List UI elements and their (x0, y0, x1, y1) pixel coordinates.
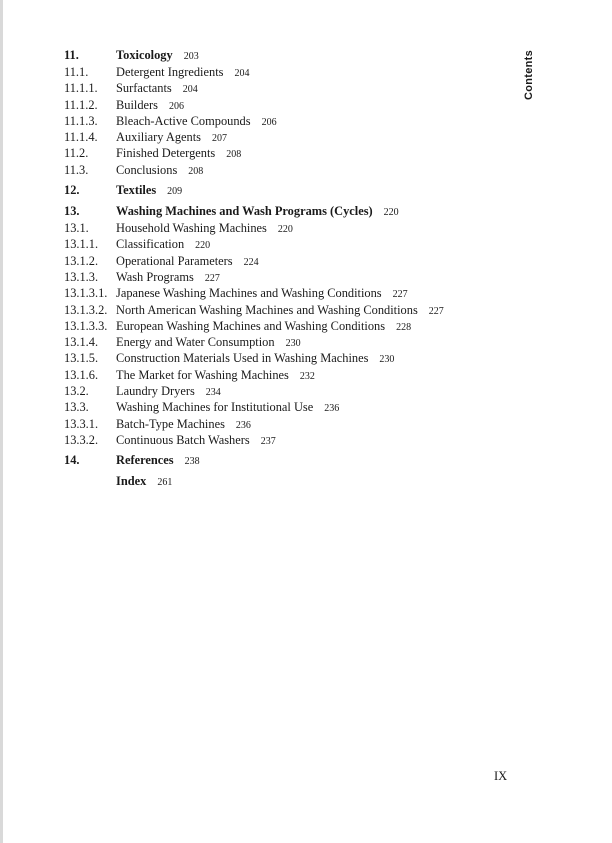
toc-entry-title: Textiles (116, 183, 157, 198)
toc-entry (64, 302, 544, 318)
toc-entry-number: 14. (64, 453, 80, 468)
toc-entry-page: 203 (183, 51, 199, 62)
toc-entry-title: Detergent Ingredients (116, 65, 224, 79)
toc-entry-page: 227 (204, 272, 220, 284)
toc-entry-page: 206 (169, 100, 184, 112)
toc-entry-title: Builders (116, 97, 158, 112)
toc-entry-page: 236 (235, 419, 251, 431)
toc-entry-number: 11.1.4. (64, 130, 98, 145)
toc-entry (64, 253, 544, 269)
toc-entry (64, 220, 544, 236)
toc-entry (64, 269, 544, 285)
toc-entry-title: Laundry Dryers (116, 384, 195, 399)
toc-entry-title: Batch-Type Machines (116, 416, 225, 431)
toc-entry-title: Index (116, 474, 147, 489)
toc-chapter-entry (64, 202, 544, 220)
toc-entry-title: Classification (116, 237, 185, 252)
page-edge-rule (0, 0, 3, 843)
toc-entry-title: Toxicology (116, 48, 173, 62)
toc-entry-page: 224 (243, 256, 259, 268)
toc-entry-page: 208 (226, 149, 242, 161)
toc-entry (64, 416, 544, 432)
toc-entry (64, 285, 544, 301)
toc-entry-number: 13.1.3.1. (64, 286, 108, 301)
toc-entry-number: 13.1. (64, 221, 89, 236)
toc-entry (64, 383, 544, 399)
toc-entry (64, 399, 544, 415)
toc-entry-page: 206 (261, 116, 277, 128)
toc-entry (64, 350, 544, 366)
toc-entry-number: 13.1.4. (64, 335, 99, 350)
toc-entry (64, 64, 544, 80)
toc-entry (64, 145, 544, 161)
toc-entry-title: Conclusions (116, 162, 178, 177)
toc-entry-page: 208 (188, 165, 204, 177)
toc-entry-number: 12. (64, 183, 80, 198)
toc-entry-number: 13. (64, 204, 80, 219)
toc-entry (64, 236, 544, 252)
toc-entry-title: Continuous Batch Washers (116, 432, 250, 447)
toc-entry-number: 13.1.3.2. (64, 302, 108, 317)
toc-entry (64, 334, 544, 350)
toc-entry-page: 207 (212, 133, 228, 145)
toc-entry-page: 230 (285, 338, 301, 350)
toc-entry-number: 13.3.1. (64, 416, 99, 431)
toc-entry-page: 227 (428, 305, 444, 317)
toc-entry-number: 11.1.1. (64, 81, 98, 96)
table-of-contents (64, 46, 544, 490)
toc-entry-number: 13.1.5. (64, 351, 99, 366)
toc-entry-number: 13.2. (64, 384, 89, 399)
toc-entry-number: 13.1.3.3. (64, 318, 108, 333)
toc-entry-number: 13.1.6. (64, 367, 99, 382)
toc-entry-page: 236 (324, 403, 340, 415)
running-head-contents: Contents (523, 49, 535, 100)
toc-entry-title: Wash Programs (116, 269, 194, 284)
toc-entry-title: North American Washing Machines and Washing Conditions (116, 302, 418, 317)
toc-entry-title: The Market for Washing Machines (116, 367, 289, 382)
toc-entry-number: 11.1.2. (64, 97, 98, 112)
toc-entry-number: 13.1.3. (64, 269, 99, 284)
toc-entry-number: 13.3.2. (64, 432, 99, 447)
toc-entry-title: Operational Parameters (116, 253, 233, 268)
toc-entry-title: References (116, 453, 174, 468)
toc-entry-title: Construction Materials Used in Washing Machines (116, 351, 369, 366)
toc-entry (64, 97, 544, 113)
toc-entry-title: European Washing Machines and Washing Conditions (116, 318, 386, 333)
toc-entry-number: 13.1.1. (64, 237, 99, 252)
toc-entry-number: 11.2. (64, 146, 89, 161)
toc-chapter-entry (64, 472, 544, 490)
toc-entry-number: 11. (64, 48, 79, 62)
toc-entry-page: 228 (396, 321, 412, 333)
toc-entry-page: 237 (260, 435, 276, 447)
toc-entry-title: Auxiliary Agents (116, 130, 202, 145)
toc-entry-number: 11.1. (64, 65, 89, 79)
toc-entry-title: Finished Detergents (116, 146, 216, 161)
toc-entry (64, 318, 544, 334)
toc-entry-title: Energy and Water Consumption (116, 335, 275, 350)
toc-entry-page: 220 (383, 207, 399, 219)
toc-entry-page: 230 (379, 354, 395, 366)
toc-entry (64, 162, 544, 178)
toc-entry-page: 238 (184, 456, 200, 468)
toc-entry (64, 367, 544, 383)
toc-entry-title: Household Washing Machines (116, 221, 267, 236)
toc-entry-page: 232 (299, 370, 315, 382)
toc-chapter-entry (64, 451, 544, 469)
toc-entry (64, 80, 544, 96)
page-number: IX (494, 769, 508, 783)
toc-entry-number: 11.3. (64, 162, 89, 177)
toc-entry-title: Washing Machines for Institutional Use (116, 400, 314, 415)
toc-entry-page: 220 (195, 240, 211, 252)
toc-chapter-entry (64, 181, 544, 199)
toc-entry-page: 209 (167, 186, 183, 198)
toc-entry (64, 432, 544, 448)
toc-entry (64, 113, 544, 129)
toc-entry (64, 129, 544, 145)
toc-entry-title: Bleach-Active Compounds (116, 113, 251, 128)
toc-entry-title: Japanese Washing Machines and Washing Conditions (116, 286, 382, 301)
toc-entry-page: 234 (205, 387, 221, 399)
toc-entry-page: 204 (182, 84, 198, 96)
toc-entry-page: 261 (157, 477, 173, 489)
toc-entry-title: Washing Machines and Wash Programs (Cycles) (116, 204, 373, 219)
toc-entry-page: 220 (277, 224, 293, 236)
toc-entry-page: 204 (234, 68, 250, 79)
toc-chapter-entry (64, 46, 544, 64)
toc-entry-page: 227 (392, 289, 408, 301)
toc-entry-number: 13.1.2. (64, 253, 99, 268)
toc-entry-title: Surfactants (116, 81, 172, 96)
toc-entry-number: 11.1.3. (64, 113, 98, 128)
toc-entry-number: 13.3. (64, 400, 89, 415)
